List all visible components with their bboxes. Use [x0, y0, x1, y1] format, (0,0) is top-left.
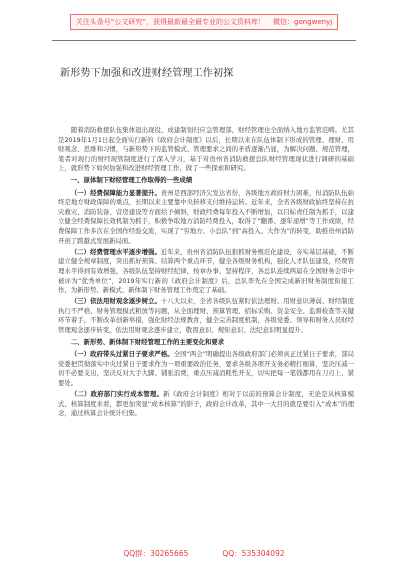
document-title: 新形势下加强和改进财经管理工作初探 — [60, 68, 234, 79]
paragraph-1-text: 贵州是西部经济欠发达省份，各级地方政府财力困难，但消防队伍始终是地方财政保障的重点，长期以来主要靠中央转移支付维持运转。近年来，全省各级财政始终坚持在抗灾救灾、消防装备、营房建设等方面给予倾斜，财政经费每年投入不断增加，以目标责任制为抓手，以建立健全经费保障长效机制为抓手，积极争取地方消防经费投入，取得了“翻番、逐年递增”等工作成绩，经费保障工作多次在全国作经验交流，实现了“穷地方、小总队”到“高投入、大作为”的转变，助推贵州消防开创了跨越式发展新局面。 — [58, 188, 354, 245]
header-divider — [52, 40, 356, 41]
footer-contact — [0, 546, 408, 560]
section-heading-2: 二、新形势、新体制下财经管理工作的主要变化和要求 — [70, 337, 225, 346]
promo-text: 关注头条号“公文研究”，获得最新最全最专业的公文资料库！ — [75, 18, 266, 26]
paragraph-3 — [58, 297, 354, 335]
paragraph-4-heading: （一）政府带头过紧日子要求严格。 — [70, 350, 174, 359]
paragraph-5-text: 新《政府会计制度》相对于以前的预算会计制度，无论是从核算模式、核算制度来看，都更加突显“成本核算”的影子，政府会计改革，其中一大目的就是要引入“成本”的理念，通过核算会计统计归集。 — [58, 390, 355, 418]
qq-number: QQ：535304092 — [222, 548, 285, 558]
paragraph-2-heading: （二）经费管理水平逐步增强。 — [70, 247, 161, 256]
paragraph-5 — [58, 390, 354, 419]
paragraph-1-heading: （一）经费保障能力显著提升。 — [70, 188, 161, 197]
paragraph-2 — [58, 248, 354, 296]
paragraph-4-text: 全国“两会”明确提出各级政府部门必须真正过紧日子要求，部局党委把贯彻落实中央过紧日子要求作为一项重要政治任务，要求各级各项开支务必精打细算，坚决压减一切不必要支出，坚决反对大手大脚、铺张浪费，重点压减消耗性开支，切实把每一笔钱都用在刀刃上，紧要处。 — [58, 350, 355, 388]
qq-group: QQ群：30265665 — [123, 548, 189, 558]
section-heading-1: 一、原体制下财经管理工作取得的一些成绩 — [70, 175, 193, 184]
paragraph-4 — [58, 350, 354, 388]
paragraph-3-heading: （三）依法用财观念逐步树立。 — [70, 297, 161, 306]
intro-paragraph: 随着消防救援队伍集体退出现役、成建制划归应急管理部，财经管理也全面纳入地方监管范畴。尤其是2019年1月1日起全面实行新的《政府会计制度》以后，长期以来在队伍体制下形成的管理、理财、用财观念、思维和习惯，与新形势下的监管模式、管理要求之间的矛盾逐渐凸显，为解决问题、规范管理，笔者对现行的财经现管制度进行了深入学习，基于对贵州省消防救援总队财经管理现状进行调研的基础上，就形势下如何加强和改进财经管理工作，做了一些探索和研究。 — [58, 126, 354, 173]
paragraph-1 — [58, 189, 354, 247]
paragraph-3-text: 十八大以来，全省各级队伍紧盯依法理财、用财意识薄弱、财经制度执行不严格、财务管理模式粗放等问题，从全面理财、预算管理、招标采购、资金安全、监督检查等关键环节着手，不断改革创新举措，强化财经法规教育，健全完善制度机制，各级党委、领导和财务人员财经管理观念逐步转变，依法用财观念逐步建立，敬畏意识、规矩意识、法纪意识明显提升。 — [58, 297, 354, 335]
wechat-id: 微信：gongwenyj — [273, 18, 333, 26]
document-body — [58, 126, 354, 421]
promo-banner[interactable] — [70, 14, 338, 30]
paragraph-5-heading: （二）政府部门实行成本管理。 — [70, 390, 164, 399]
paragraph-2-text: 近年来，贵州省消防队伍狠抓财务规范化建设，夯实基层基础，不断建立健全规章制度，突出抓好预算、结算两个重点环节，健全各级财务机构，强化人才队伍建设，经费管理水平得到有效增强，各级队伍坚持财经纪律，按章办事、坚持程序，各总队连续两届在全国财务会审中被评为“优秀单位”，2019年实行新的《政府会计制度》后，总队率先在全国完成新旧财务制度衔接工作，为新形势、新模式、新体制下财务管理工作奠定了基础。 — [58, 247, 354, 295]
